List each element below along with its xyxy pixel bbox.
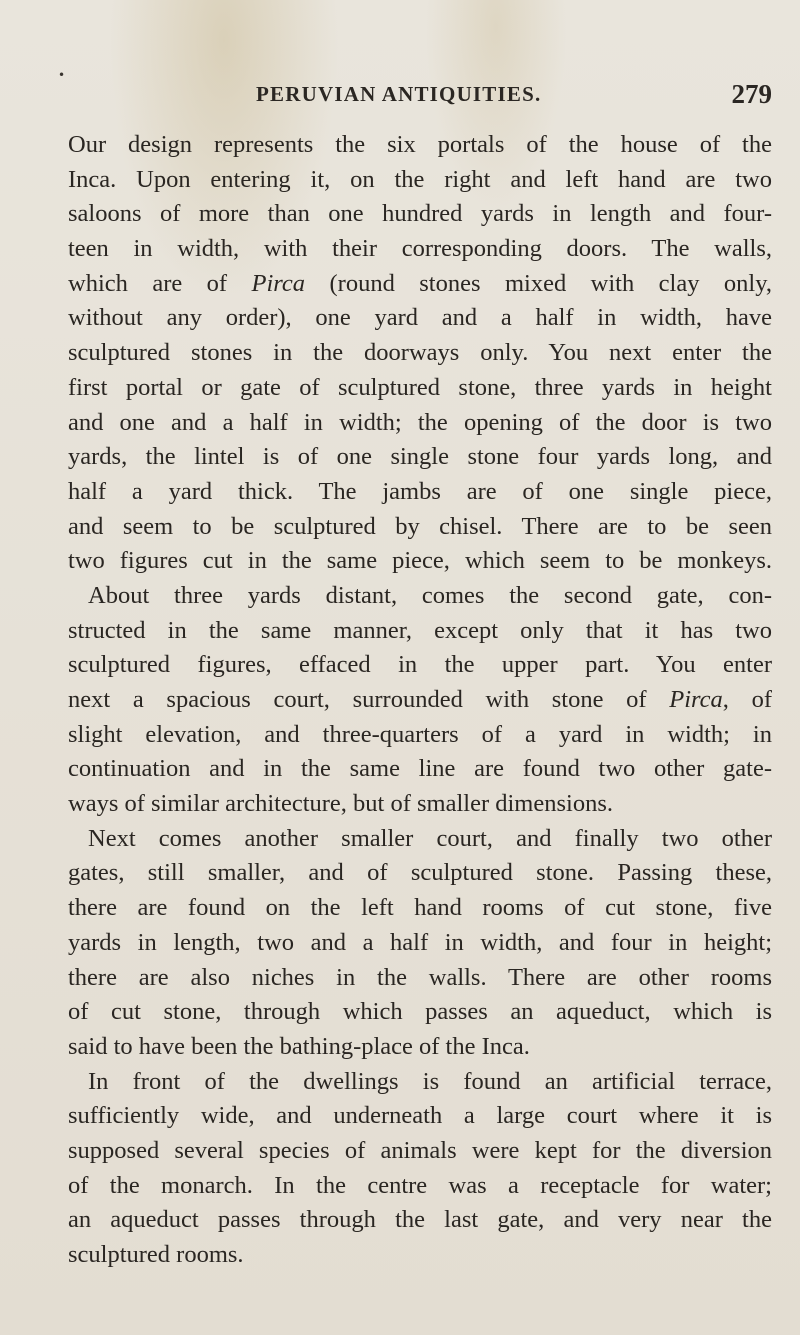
text-line <box>68 1134 772 1169</box>
text-line <box>68 406 772 441</box>
text-line <box>68 1169 772 1204</box>
text-line <box>68 128 772 163</box>
text-segment: structed in the same manner, except only that it has two <box>68 616 772 644</box>
text-segment: teen in width, with their corresponding doors. The walls, <box>68 235 772 263</box>
text-segment: Inca. Upon entering it, on the right and left hand are two <box>68 165 772 193</box>
text-line <box>68 232 772 267</box>
text-segment: Our design represents the six portals of the house of the <box>68 131 772 158</box>
header-title: PERUVIAN ANTIQUITIES. <box>256 82 542 106</box>
text-line <box>68 544 772 579</box>
text-segment: two figures cut in the same piece, which seem to be monkeys. <box>68 547 772 575</box>
text-segment: About three yards distant, comes the second gate, con- <box>88 581 772 609</box>
text-segment: and one and a half in width; the opening of the door is two <box>68 408 772 436</box>
text-line <box>68 197 772 232</box>
text-segment: (round stones mixed with clay only, <box>305 269 772 297</box>
text-segment: yards in length, two and a half in width, and four in height; <box>68 928 772 956</box>
italic-term: Pirca <box>251 269 306 297</box>
running-head <box>68 80 772 110</box>
text-line <box>68 579 772 614</box>
text-segment: , of <box>722 686 772 713</box>
text-segment: continuation and in the same line are found two other gate- <box>68 755 772 783</box>
text-line <box>68 926 772 961</box>
text-segment: next a spacious court, surrounded with stone of <box>68 686 670 713</box>
text-segment: which are of <box>68 269 252 297</box>
text-line <box>68 961 772 996</box>
text-line <box>68 475 772 510</box>
text-line <box>68 995 772 1030</box>
text-segment: first portal or gate of sculptured stone, three yards in height <box>68 373 772 401</box>
text-line <box>68 752 772 787</box>
text-line <box>68 1030 772 1065</box>
text-segment: and seem to be sculptured by chisel. There are to be seen <box>68 512 772 540</box>
text-line <box>68 822 772 857</box>
text-line <box>68 1238 772 1273</box>
text-segment: sculptured rooms. <box>68 1241 244 1268</box>
text-line <box>68 336 772 371</box>
text-segment: there are also niches in the walls. There are other rooms <box>68 963 772 991</box>
text-segment: Next comes another smaller court, and finally two other <box>88 824 772 852</box>
text-line <box>68 1203 772 1238</box>
italic-term: Pirca <box>669 686 723 713</box>
text-segment: without any order), one yard and a half in width, have <box>68 304 772 332</box>
text-segment: sculptured stones in the doorways only. You next enter the <box>68 339 772 367</box>
text-segment: gates, still smaller, and of sculptured stone. Passing these, <box>68 859 772 887</box>
text-segment: said to have been the bathing-place of the Inca. <box>68 1032 530 1060</box>
text-segment: saloons of more than one hundred yards in length and four- <box>68 200 772 228</box>
text-line <box>68 683 772 718</box>
body-text <box>68 128 772 1273</box>
printer-mark: • <box>58 68 66 82</box>
text-segment: an aqueduct passes through the last gate, and very near the <box>68 1206 772 1234</box>
text-segment: sufficiently wide, and underneath a large court where it is <box>68 1102 772 1130</box>
text-line <box>68 371 772 406</box>
text-segment: yards, the lintel is of one single stone four yards long, and <box>68 443 772 471</box>
text-line <box>68 718 772 753</box>
text-line <box>68 440 772 475</box>
text-line <box>68 301 772 336</box>
text-line <box>68 267 772 302</box>
text-line <box>68 1099 772 1134</box>
text-segment: of the monarch. In the centre was a receptacle for water; <box>68 1171 772 1199</box>
text-line <box>68 163 772 198</box>
text-segment: sculptured figures, effaced in the upper part. You enter <box>68 651 772 679</box>
text-segment: there are found on the left hand rooms of cut stone, five <box>68 894 772 922</box>
page-number: 279 <box>731 79 772 109</box>
text-segment: half a yard thick. The jambs are of one single piece, <box>68 477 772 505</box>
text-segment: of cut stone, through which passes an aqueduct, which is <box>68 998 772 1026</box>
text-line <box>68 787 772 822</box>
text-segment: ways of similar architecture, but of smaller dimensions. <box>68 790 613 818</box>
text-line <box>68 510 772 545</box>
text-line <box>68 1065 772 1100</box>
text-line <box>68 648 772 683</box>
text-segment: slight elevation, and three-quarters of a yard in width; in <box>68 720 772 748</box>
text-segment: supposed several species of animals were kept for the diversion <box>68 1136 772 1164</box>
text-line <box>68 891 772 926</box>
text-line <box>68 856 772 891</box>
text-segment: In front of the dwellings is found an artificial terrace, <box>88 1067 772 1095</box>
text-line <box>68 614 772 649</box>
